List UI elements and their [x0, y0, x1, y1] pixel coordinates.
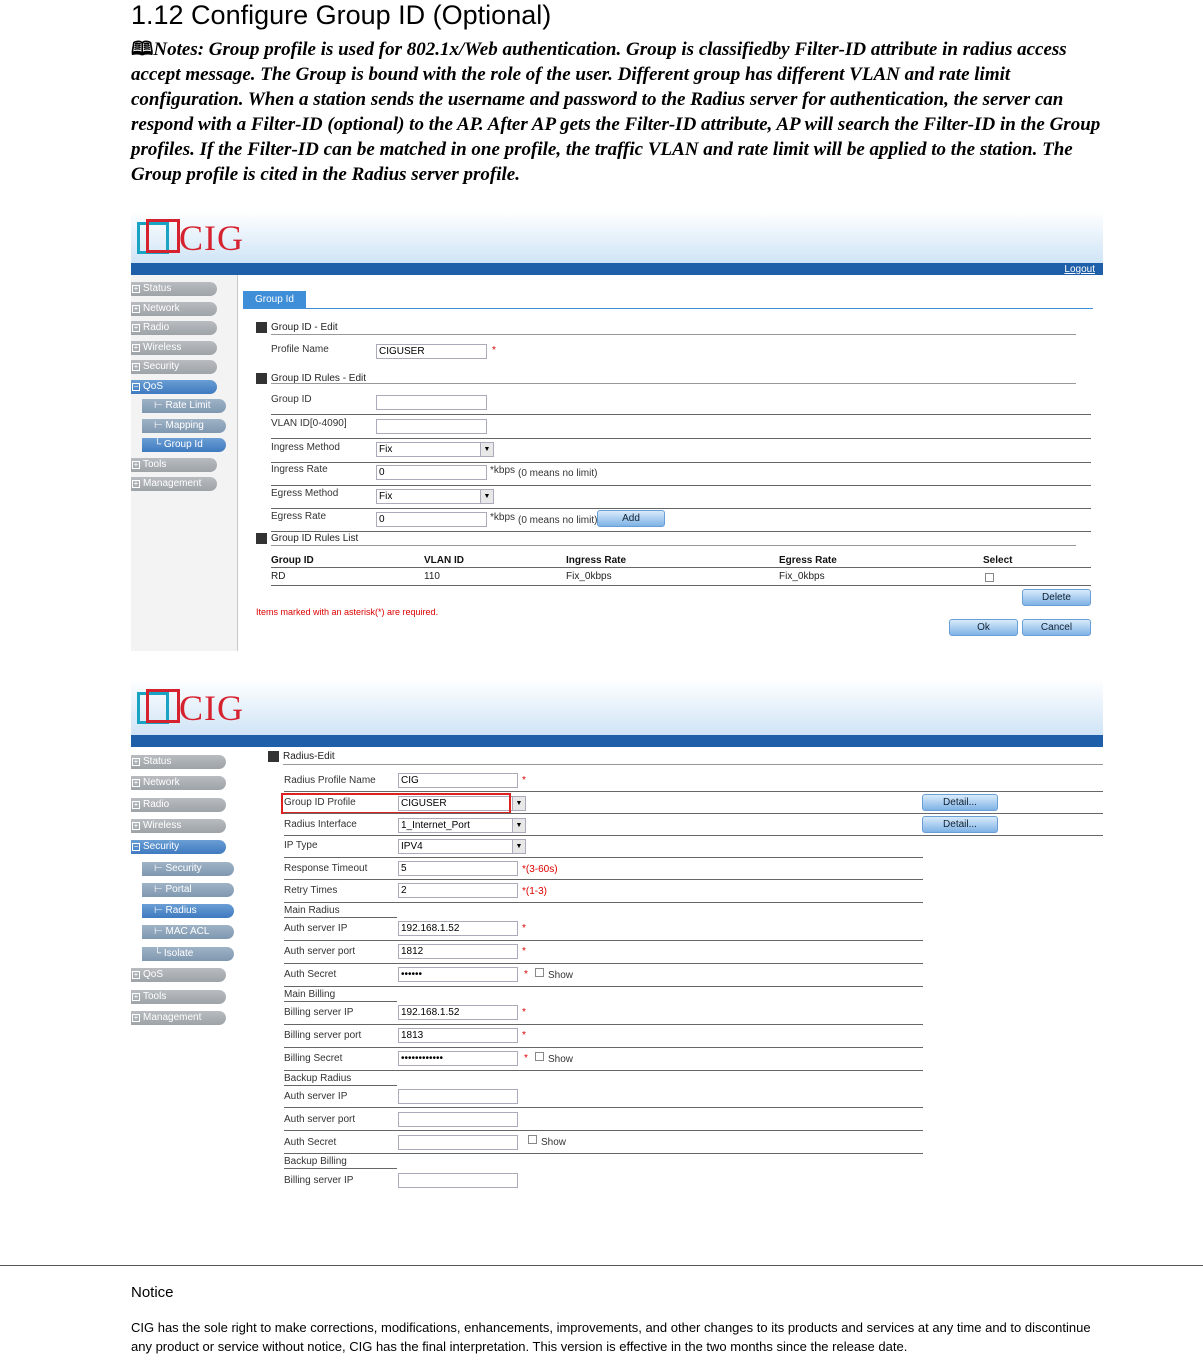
nav-label: Wireless	[143, 342, 182, 353]
billing-server-port-input[interactable]: 1813	[398, 1028, 518, 1043]
row-divider	[284, 813, 1103, 814]
retry-times-input[interactable]: 2	[398, 883, 518, 898]
auth-secret-label: Auth Secret	[284, 969, 337, 980]
notes-icon: 🕮	[131, 39, 154, 60]
required-marker: *	[492, 345, 496, 356]
nav-label: ⊢ Portal	[154, 884, 192, 895]
required-note: Items marked with an asterisk(*) are required.	[256, 607, 439, 617]
nav-label: Tools	[143, 459, 167, 470]
retry-times-hint: *(1-3)	[522, 886, 548, 897]
nav-portal[interactable]	[142, 883, 234, 897]
nav-qos[interactable]	[131, 380, 217, 394]
nav-label: Security	[143, 841, 180, 852]
nav-label: └ Group Id	[154, 439, 203, 450]
nav-mac-acl[interactable]	[142, 925, 234, 939]
highlight-box	[281, 793, 511, 814]
nav-label: Tools	[143, 991, 167, 1002]
main-billing-heading: Main Billing	[284, 989, 336, 1000]
nav-status[interactable]	[131, 282, 217, 296]
group-underline	[284, 917, 397, 918]
nav-status[interactable]	[131, 755, 226, 769]
logo-mark-icon	[137, 222, 169, 254]
dropdown-arrow-icon: ▼	[512, 819, 525, 832]
nav-security[interactable]	[131, 840, 226, 854]
response-timeout-input[interactable]: 5	[398, 861, 518, 876]
radius-interface-label: Radius Interface	[284, 819, 357, 830]
add-button[interactable]: Add	[597, 510, 665, 527]
section-title: Group ID - Edit	[256, 322, 338, 333]
required-marker: *	[524, 1053, 528, 1064]
divider	[271, 545, 1076, 546]
radius-profile-name-input[interactable]: CIG	[398, 773, 518, 788]
row-divider	[284, 986, 923, 987]
row-select-checkbox[interactable]	[985, 573, 994, 582]
response-timeout-label: Response Timeout	[284, 863, 368, 874]
billing-server-ip-input[interactable]: 192.168.1.52	[398, 1005, 518, 1020]
radius-edit-screenshot	[131, 679, 1103, 1194]
nav-label: Network	[143, 777, 180, 788]
cig-logo	[137, 217, 244, 259]
nav-label: Wireless	[143, 820, 182, 831]
select-value: Fix	[379, 491, 393, 502]
table-header-select: Select	[983, 555, 1013, 566]
nav-radius[interactable]	[142, 904, 234, 918]
row-divider	[271, 531, 1091, 532]
row-divider	[284, 1107, 923, 1108]
delete-button[interactable]: Delete	[1022, 589, 1091, 606]
nav-wireless[interactable]	[131, 819, 226, 833]
cancel-button[interactable]: Cancel	[1022, 619, 1091, 636]
nav-security-sub[interactable]	[142, 862, 234, 876]
expand-icon: +	[133, 821, 139, 830]
expand-icon: +	[133, 479, 139, 488]
notes-text: Notes: Group profile is used for 802.1x/Web authentication. Group is classifiedby Filter-ID attribute in radius access accept message. The Group is bound with the role of the user. Different group has different VLAN and rate limit configuration. When a station sends the username and password to the Radius server for authentication, the server can respond with a Filter-ID (optional) to the AP. After AP gets the Filter-ID attribute, AP will search the Filter-ID in the Group profiles. If the Filter-ID can be matched in one profile, the traffic VLAN and rate limit will be applied to the station. The Group profile is cited in the Radius server profile.	[131, 39, 1101, 185]
billing-secret-input[interactable]: ••••••••••••	[398, 1051, 518, 1066]
profile-name-input[interactable]: CIGUSER	[376, 344, 487, 359]
top-bar	[131, 735, 1103, 747]
row-divider	[284, 835, 1103, 836]
required-marker: *	[522, 1030, 526, 1041]
ok-button[interactable]: Ok	[949, 619, 1018, 636]
nav-label: Network	[143, 303, 180, 314]
nav-security[interactable]	[131, 360, 217, 374]
nav-label: ⊢ Radius	[154, 905, 197, 916]
ingress-method-label: Ingress Method	[271, 442, 340, 453]
row-divider	[284, 857, 923, 858]
expand-icon: +	[133, 323, 139, 332]
notes-paragraph	[131, 37, 1111, 187]
table-cell: Fix_0kbps	[566, 571, 612, 582]
nav-network[interactable]	[131, 776, 226, 790]
required-marker: *	[522, 775, 526, 786]
detail-button[interactable]: Detail...	[922, 816, 998, 833]
show-secret-checkbox[interactable]	[535, 968, 544, 977]
vlan-id-input[interactable]	[376, 419, 487, 434]
row-divider	[284, 1047, 923, 1048]
main-radius-heading: Main Radius	[284, 905, 340, 916]
tab-group-id[interactable]: Group Id	[243, 291, 306, 309]
ip-type-label: IP Type	[284, 840, 318, 851]
logo-mark-icon	[137, 692, 169, 724]
sidebar-nav	[131, 747, 238, 1194]
dropdown-arrow-icon: ▼	[480, 490, 493, 503]
expand-icon: +	[133, 284, 139, 293]
section-title: Group ID Rules - Edit	[256, 373, 366, 384]
expand-icon: +	[133, 304, 139, 313]
nav-qos[interactable]	[131, 968, 226, 982]
tab-underline	[243, 308, 1093, 309]
billing-server-port-label: Billing server port	[284, 1030, 362, 1041]
collapse-icon: −	[133, 842, 139, 851]
kbps-hint: *kbps	[490, 465, 516, 476]
row-divider	[284, 791, 1103, 792]
row-divider	[284, 1070, 923, 1071]
row-divider	[284, 1130, 923, 1131]
egress-rate-input[interactable]: 0	[376, 512, 487, 527]
show-label: Show	[541, 1137, 567, 1148]
retry-times-label: Retry Times	[284, 885, 338, 896]
row-divider	[271, 485, 1091, 486]
billing-secret-label: Billing Secret	[284, 1053, 343, 1064]
vlan-id-label: VLAN ID[0-4090]	[271, 418, 347, 429]
divider	[283, 764, 1103, 765]
select-value: 1_Internet_Port	[401, 820, 470, 831]
nav-group-id[interactable]	[142, 438, 226, 452]
expand-icon: +	[133, 343, 139, 352]
nav-label: Status	[143, 756, 172, 767]
nav-radio[interactable]	[131, 321, 217, 335]
expand-icon: +	[133, 800, 139, 809]
group-id-screenshot	[131, 211, 1103, 651]
logo-text: CIG	[179, 688, 244, 728]
auth-server-ip-input[interactable]: 192.168.1.52	[398, 921, 518, 936]
section-title: Radius-Edit	[268, 751, 335, 762]
backup-billing-server-ip-label: Billing server IP	[284, 1175, 354, 1186]
nav-label: QoS	[143, 381, 164, 392]
show-secret-checkbox[interactable]	[528, 1135, 537, 1144]
cig-logo	[137, 687, 244, 729]
billing-server-ip-label: Billing server IP	[284, 1007, 354, 1018]
expand-icon: +	[133, 362, 139, 371]
expand-icon: +	[133, 757, 139, 766]
response-timeout-hint: *(3-60s)	[522, 864, 558, 875]
nav-management[interactable]	[131, 477, 217, 491]
logo-text: CIG	[179, 218, 244, 258]
backup-auth-secret-input[interactable]	[398, 1135, 518, 1150]
profile-name-label: Profile Name	[271, 344, 329, 355]
egress-rate-label: Egress Rate	[271, 511, 327, 522]
nav-label: ⊢ MAC ACL	[154, 926, 210, 937]
auth-secret-input[interactable]: ••••••	[398, 967, 518, 982]
no-limit-hint: (0 means no limit)	[518, 515, 598, 526]
header-banner	[131, 679, 1103, 735]
backup-auth-server-ip-input[interactable]	[398, 1089, 518, 1104]
nav-label: ⊢ Rate Limit	[154, 400, 211, 411]
select-value: CIGUSER	[401, 798, 447, 809]
row-divider	[271, 462, 1091, 463]
dropdown-arrow-icon: ▼	[512, 840, 525, 853]
row-divider	[271, 585, 1091, 586]
radius-interface-select[interactable]	[398, 818, 526, 833]
select-value: IPV4	[401, 841, 423, 852]
group-id-input[interactable]	[376, 395, 487, 410]
required-marker: *	[522, 946, 526, 957]
expand-icon: +	[133, 778, 139, 787]
required-marker: *	[524, 969, 528, 980]
table-header-group-id: Group ID	[271, 555, 314, 566]
divider	[271, 334, 1076, 335]
nav-label: Radio	[143, 799, 170, 810]
egress-method-label: Egress Method	[271, 488, 339, 499]
footer-divider	[0, 1265, 1203, 1266]
row-divider	[284, 902, 923, 903]
nav-management[interactable]	[131, 1011, 226, 1025]
ingress-method-select[interactable]	[376, 442, 494, 457]
row-divider	[271, 508, 1091, 509]
nav-isolate[interactable]	[142, 947, 234, 961]
section-heading: 1.12 Configure Group ID (Optional)	[131, 0, 552, 30]
nav-label: Management	[143, 1012, 202, 1023]
backup-radius-heading: Backup Radius	[284, 1073, 352, 1084]
group-underline	[284, 1085, 397, 1086]
auth-server-port-input[interactable]: 1812	[398, 944, 518, 959]
backup-auth-secret-label: Auth Secret	[284, 1137, 337, 1148]
divider	[271, 383, 1076, 384]
table-header-egress-rate: Egress Rate	[779, 555, 837, 566]
egress-method-select[interactable]	[376, 489, 494, 504]
expand-icon: +	[133, 992, 139, 1001]
nav-label: └ Isolate	[154, 948, 194, 959]
auth-server-ip-label: Auth server IP	[284, 923, 348, 934]
auth-server-port-label: Auth server port	[284, 946, 356, 957]
row-divider	[284, 940, 923, 941]
group-underline	[284, 1001, 397, 1002]
collapse-icon: −	[133, 382, 139, 391]
expand-icon: +	[133, 1013, 139, 1022]
group-id-profile-label: Group ID Profile	[284, 797, 356, 808]
dropdown-arrow-icon: ▼	[480, 443, 493, 456]
show-label: Show	[548, 1054, 574, 1065]
no-limit-hint: (0 means no limit)	[518, 468, 598, 479]
row-divider	[284, 1024, 923, 1025]
ingress-rate-label: Ingress Rate	[271, 464, 328, 475]
row-divider	[271, 567, 1091, 568]
nav-tools[interactable]	[131, 990, 226, 1004]
table-cell: 110	[424, 571, 440, 582]
table-cell: Fix_0kbps	[779, 571, 825, 582]
nav-label: ⊢ Security	[154, 863, 202, 874]
logout-link[interactable]: Logout	[1064, 264, 1095, 275]
top-bar	[131, 263, 1103, 275]
nav-mapping[interactable]	[142, 419, 226, 433]
group-underline	[284, 1168, 397, 1169]
nav-radio[interactable]	[131, 798, 226, 812]
expand-icon: +	[133, 460, 139, 469]
expand-icon: +	[133, 970, 139, 979]
ingress-rate-input[interactable]: 0	[376, 465, 487, 480]
nav-wireless[interactable]	[131, 341, 217, 355]
select-value: Fix	[379, 444, 393, 455]
row-divider	[284, 1153, 923, 1154]
show-secret-checkbox[interactable]	[535, 1052, 544, 1061]
dropdown-arrow-icon: ▼	[512, 797, 525, 810]
nav-label: Status	[143, 283, 172, 294]
detail-button[interactable]: Detail...	[922, 794, 998, 811]
row-divider	[271, 414, 1091, 415]
backup-billing-server-ip-input[interactable]	[398, 1173, 518, 1188]
nav-rate-limit[interactable]	[142, 399, 226, 413]
kbps-hint: *kbps	[490, 512, 516, 523]
nav-label: Management	[143, 478, 202, 489]
table-cell: RD	[271, 571, 286, 582]
nav-label: QoS	[143, 969, 164, 980]
backup-auth-server-port-input[interactable]	[398, 1112, 518, 1127]
backup-auth-server-port-label: Auth server port	[284, 1114, 356, 1125]
row-divider	[271, 438, 1091, 439]
radius-profile-name-label: Radius Profile Name	[284, 775, 376, 786]
row-divider	[284, 963, 923, 964]
sidebar-nav	[131, 275, 238, 651]
group-id-label: Group ID	[271, 394, 312, 405]
table-header-ingress-rate: Ingress Rate	[566, 555, 627, 566]
ip-type-select[interactable]	[398, 839, 526, 854]
row-divider	[284, 879, 923, 880]
notice-body: CIG has the sole right to make corrections, modifications, enhancements, improvements, and other changes to its products and services at any time and to discontinue any product or service without notice, CIG has the final interpretation. This version is effective in the two months since the release date.	[131, 1320, 1091, 1354]
nav-label: Radio	[143, 322, 170, 333]
nav-tools[interactable]	[131, 458, 217, 472]
required-marker: *	[522, 1007, 526, 1018]
header-banner	[131, 211, 1103, 263]
required-marker: *	[522, 923, 526, 934]
backup-billing-heading: Backup Billing	[284, 1156, 347, 1167]
table-header-vlan-id: VLAN ID	[424, 555, 464, 566]
backup-auth-server-ip-label: Auth server IP	[284, 1091, 348, 1102]
nav-label: Security	[143, 361, 180, 372]
section-title: Group ID Rules List	[256, 533, 358, 544]
nav-network[interactable]	[131, 302, 217, 316]
show-label: Show	[548, 970, 574, 981]
notice-title: Notice	[131, 1284, 174, 1301]
nav-label: ⊢ Mapping	[154, 420, 204, 431]
